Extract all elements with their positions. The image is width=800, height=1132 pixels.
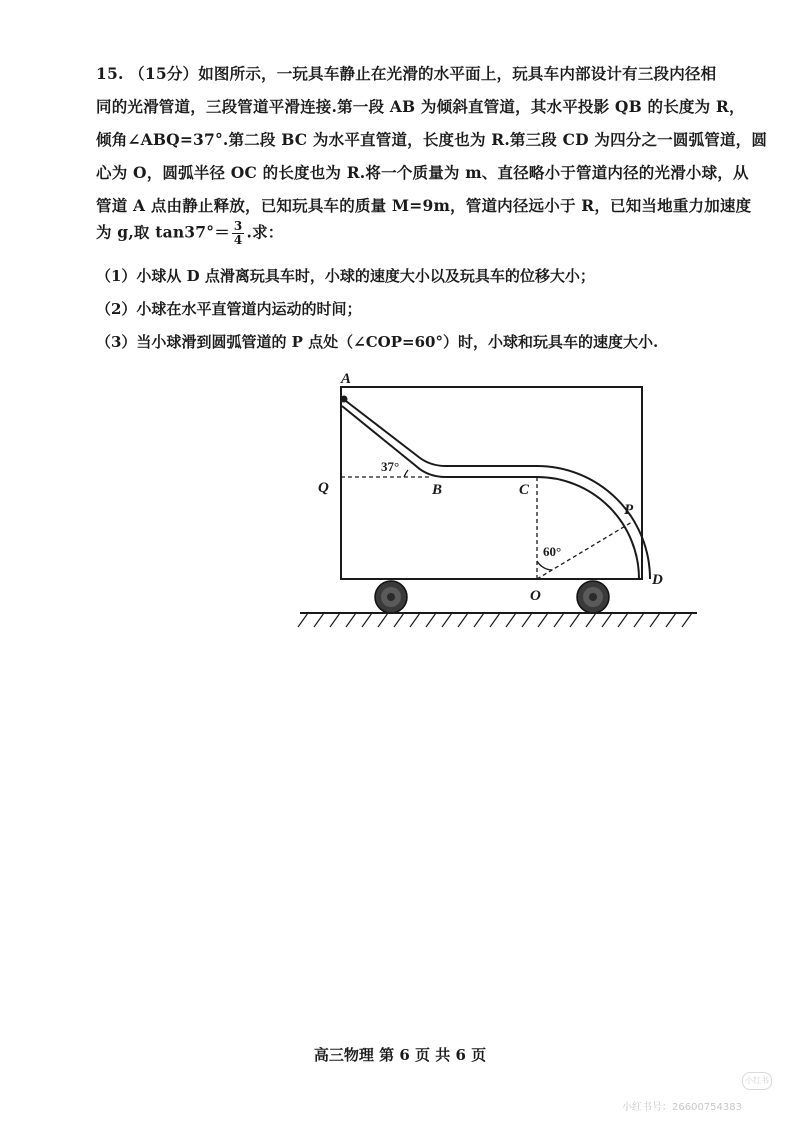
problem-line-4: 心为 O，圆弧半径 OC 的长度也为 R.将一个质量为 m、直径略小于管道内径的光滑小球，从: [96, 163, 749, 182]
angle-37-arc: [404, 470, 408, 477]
ball-at-a: [341, 396, 348, 403]
problem-line-1: 15. （15分）如图所示，一玩具车静止在光滑的水平面上，玩具车内部设计有三段内径相: [96, 64, 717, 83]
ground-hatching: [298, 613, 692, 627]
problem-line-2: 同的光滑管道，三段管道平滑连接.第一段 AB 为倾斜直管道，其水平投影 QB 的长度为 R，: [96, 97, 745, 116]
watermark-text: 小红书号：26600754383: [622, 1102, 742, 1113]
page-footer: 高三物理 第 6 页 共 6 页: [313, 1046, 487, 1064]
angle-60-arc: [537, 561, 552, 570]
label-b: B: [432, 482, 443, 498]
fraction-denominator: 4: [233, 233, 243, 247]
watermark-logo: 小红书: [742, 1072, 772, 1090]
angle-37-label: 37°: [381, 459, 400, 474]
label-p: P: [624, 502, 634, 518]
problem-line-5: 管道 A 点由静止释放，已知玩具车的质量 M=9m，管道内径远小于 R，已知当地重力加速度: [96, 196, 752, 215]
angle-60-label: 60°: [543, 544, 562, 559]
label-c: C: [519, 482, 530, 498]
left-wheel: [375, 581, 407, 613]
label-o: O: [530, 588, 541, 604]
problem-line-6-prefix: 为 g,取 tan37°＝: [96, 222, 230, 242]
question-1: （1）小球从 D 点滑离玩具车时，小球的速度大小以及玩具车的位移大小；: [96, 267, 595, 285]
label-a: A: [341, 371, 352, 387]
label-q: Q: [318, 480, 329, 496]
label-d: D: [652, 572, 663, 588]
tube-upper-wall: [342, 398, 650, 579]
problem-line-3: 倾角∠ABQ=37°.第二段 BC 为水平直管道，长度也为 R.第三段 CD 为四分之一圆弧管道，圆: [96, 130, 768, 149]
question-2: （2）小球在水平直管道内运动的时间；: [96, 300, 362, 318]
problem-line-6-suffix: .求：: [246, 222, 284, 242]
question-3: （3）当小球滑到圆弧管道的 P 点处（∠COP=60°）时，小球和玩具车的速度大小.: [96, 333, 659, 351]
fraction-numerator: 3: [233, 219, 243, 233]
right-wheel: [577, 581, 609, 613]
